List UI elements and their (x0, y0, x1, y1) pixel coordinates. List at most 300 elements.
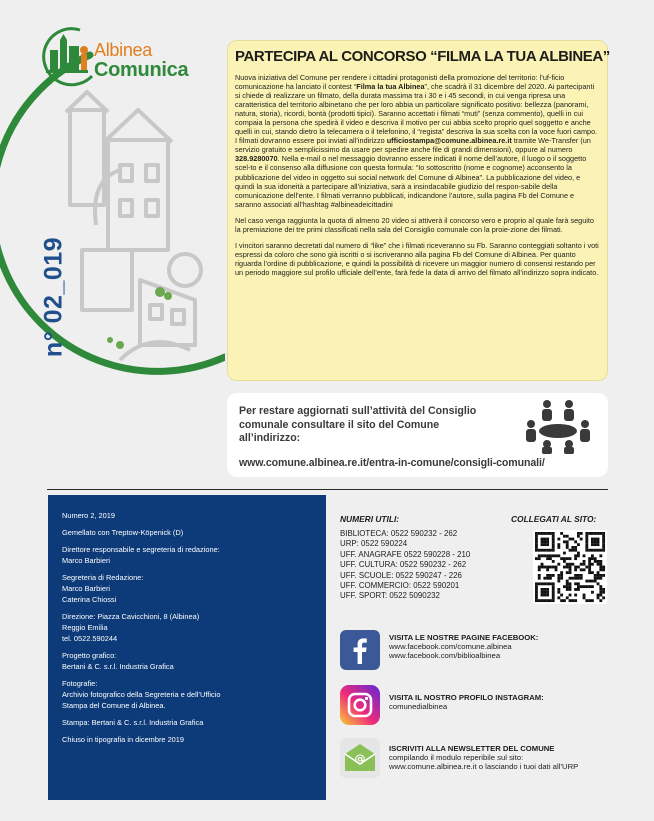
qr-module (549, 582, 552, 585)
qr-module (560, 599, 563, 602)
qr-module (560, 557, 563, 560)
credits-block (62, 734, 312, 745)
qr-module (535, 582, 538, 585)
qr-module (569, 585, 572, 588)
qr-module (602, 566, 605, 569)
credits-block (62, 572, 312, 605)
qr-module (585, 535, 588, 538)
qr-module (541, 543, 544, 546)
contest-title: PARTECIPA AL CONCORSO “FILMA LA TUA ALBINEA” (235, 48, 610, 65)
qr-module (535, 546, 538, 549)
qr-module (588, 549, 591, 552)
qr-module (591, 543, 594, 546)
qr-module (566, 563, 569, 566)
qr-module (591, 580, 594, 583)
qr-module (563, 557, 566, 560)
qr-module (557, 591, 560, 594)
section-divider (47, 489, 608, 490)
newsletter-title: ISCRIVITI ALLA NEWSLETTER DEL COMUNE (389, 744, 555, 753)
qr-module (597, 540, 600, 543)
logo-word-albinea: Albinea (94, 40, 152, 60)
qr-module (597, 594, 600, 597)
qr-module (588, 580, 591, 583)
qr-module (597, 571, 600, 574)
qr-module (557, 546, 560, 549)
meeting-icon (523, 398, 593, 454)
qr-module (569, 594, 572, 597)
qr-module (543, 591, 546, 594)
newsletter-row (340, 738, 630, 784)
qr-module (602, 543, 605, 546)
qr-module (546, 549, 549, 552)
qr-module (580, 532, 583, 535)
qr-module (552, 588, 555, 591)
qr-module (583, 594, 586, 597)
qr-module (571, 546, 574, 549)
qr-module (557, 596, 560, 599)
qr-module (552, 574, 555, 577)
qr-module (602, 538, 605, 541)
qr-module (560, 532, 563, 535)
qr-module (594, 540, 597, 543)
qr-module (577, 577, 580, 580)
contest-highlight: 328.9280070 (235, 154, 278, 164)
qr-module (543, 582, 546, 585)
credits-line: Archivio fotografico della Segreteria e dell’Ufficio (62, 690, 221, 699)
qr-module (557, 574, 560, 577)
qr-module (591, 549, 594, 552)
qr-module (577, 554, 580, 557)
qr-module (591, 591, 594, 594)
qr-module (599, 594, 602, 597)
qr-module (591, 532, 594, 535)
qr-module (577, 588, 580, 591)
qr-module (552, 538, 555, 541)
qr-module (538, 554, 541, 557)
issue-number: n° 02_019 (39, 236, 68, 358)
qr-module (552, 596, 555, 599)
qr-module (535, 549, 538, 552)
council-info-box (227, 393, 608, 477)
qr-module (577, 543, 580, 546)
qr-module (577, 566, 580, 569)
qr-module (563, 566, 566, 569)
qr-module (552, 566, 555, 569)
contest-text-run: tramite We-Transfer (un servizio gratuito e semplicissimo da usare per spedire anche file di grandi dimensioni), oppure al numero (235, 136, 591, 155)
qr-module (602, 546, 605, 549)
instagram-icon[interactable] (340, 685, 380, 725)
qr-module (549, 532, 552, 535)
qr-module (543, 599, 546, 602)
qr-module (541, 563, 544, 566)
qr-module (602, 549, 605, 552)
qr-module (588, 532, 591, 535)
qr-module (577, 585, 580, 588)
qr-module (541, 591, 544, 594)
qr-module (557, 588, 560, 591)
useful-number-line: BIBLIOTECA: 0522 590232 - 262 (340, 529, 458, 538)
logo-word-comunica: Comunica (94, 59, 189, 81)
qr-module (588, 599, 591, 602)
qr-module (580, 538, 583, 541)
qr-module (583, 585, 586, 588)
qr-module (594, 538, 597, 541)
facebook-icon[interactable] (340, 630, 380, 670)
qr-module (597, 577, 600, 580)
instagram-title: VISITA IL NOSTRO PROFILO INSTAGRAM: (389, 693, 544, 702)
qr-module (566, 596, 569, 599)
credits-line: Chiuso in tipografia in dicembre 2019 (62, 735, 185, 744)
qr-module (583, 554, 586, 557)
instagram-handle[interactable]: comunedialbinea (389, 701, 448, 711)
qr-module (569, 571, 572, 574)
qr-module (569, 568, 572, 571)
qr-module (541, 599, 544, 602)
qr-module (543, 588, 546, 591)
facebook-link-biblioteca[interactable]: www.facebook.com/biblioalbinea (389, 650, 501, 660)
qr-module (597, 532, 600, 535)
qr-module (552, 594, 555, 597)
qr-module (597, 563, 600, 566)
qr-module (552, 543, 555, 546)
qr-module (552, 585, 555, 588)
qr-module (602, 535, 605, 538)
qr-module (546, 538, 549, 541)
qr-module (588, 566, 591, 569)
qr-module (574, 582, 577, 585)
qr-module (574, 588, 577, 591)
qr-module (552, 599, 555, 602)
qr-module (588, 560, 591, 563)
qr-module (571, 563, 574, 566)
qr-module (571, 599, 574, 602)
qr-module (597, 543, 600, 546)
qr-module (585, 532, 588, 535)
qr-module (594, 549, 597, 552)
qr-module (549, 574, 552, 577)
qr-module (602, 532, 605, 535)
qr-module (538, 566, 541, 569)
qr-module (563, 560, 566, 563)
qr-module (552, 560, 555, 563)
contest-text-run: I filmati dovranno essere poi inviati all’indirizzo (235, 136, 387, 146)
qr-module (543, 540, 546, 543)
qr-module (535, 599, 538, 602)
qr-module (574, 568, 577, 571)
qr-module (599, 591, 602, 594)
qr-module (566, 566, 569, 569)
qr-module (543, 566, 546, 569)
qr-module (535, 588, 538, 591)
qr-module (599, 554, 602, 557)
qr-module (552, 540, 555, 543)
qr-module (546, 540, 549, 543)
qr-module (574, 546, 577, 549)
qr-module (552, 546, 555, 549)
qr-module (557, 563, 560, 566)
contest-box (227, 40, 608, 381)
qr-module (574, 574, 577, 577)
qr-module (599, 566, 602, 569)
qr-module (541, 588, 544, 591)
qr-module (546, 577, 549, 580)
qr-module (563, 552, 566, 555)
qr-module (557, 543, 560, 546)
qr-module (569, 599, 572, 602)
qr-module (549, 554, 552, 557)
qr-module (569, 538, 572, 541)
useful-numbers-title: NUMERI UTILI: (340, 514, 400, 524)
qr-module (597, 538, 600, 541)
qr-module (563, 599, 566, 602)
qr-module (588, 571, 591, 574)
albinea-comunica-logo (40, 22, 190, 92)
qr-module (552, 532, 555, 535)
contest-text-run: . (277, 154, 280, 164)
contest-text-run: Ai partecipanti si chiede di realizzare un filmato, della durata massima tra i 30 e i 45 secondi, in cui venga ripresa una caratteristica del territorio albinetano che per loro abbia un particolare significato positivo: bellezza (panorami, natura, storia), ricordi, bontà (prodotti tipici). (235, 82, 595, 119)
qr-module (546, 557, 549, 560)
qr-module (541, 549, 544, 552)
qr-module (538, 582, 541, 585)
qr-module (594, 577, 597, 580)
qr-module (560, 574, 563, 577)
qr-module (546, 532, 549, 535)
qr-module (566, 543, 569, 546)
qr-module (557, 538, 560, 541)
contest-highlight: ufficiostampa@comune.albinea.re.it (386, 136, 512, 146)
qr-module (591, 540, 594, 543)
qr-module (535, 532, 538, 535)
qr-module (543, 532, 546, 535)
credits-line: Marco Barbieri (62, 584, 111, 593)
qr-module (574, 594, 577, 597)
qr-module (597, 596, 600, 599)
qr-module (571, 577, 574, 580)
qr-module (549, 549, 552, 552)
qr-module (541, 532, 544, 535)
contest-paragraph-prize: Nel caso venga raggiunta la quota di almeno 20 video si attiverà il concorso vero e proprio al quale farà seguito la premiazione dei tre primi classificati nella sala del Consiglio comunale con la proie-zione dei filmati. (235, 215, 594, 234)
qr-module (546, 594, 549, 597)
qr-module (580, 568, 583, 571)
credits-line: Bertani & C. s.r.l. Industria Grafica (62, 662, 174, 671)
qr-module (602, 568, 605, 571)
qr-module (538, 577, 541, 580)
useful-number-line: UFF. CULTURA: 0522 590232 - 262 (340, 560, 467, 570)
credits-line: Gemellato con Treptow-Köpenick (D) (62, 528, 184, 537)
qr-module (560, 571, 563, 574)
qr-module (541, 540, 544, 543)
qr-module (557, 554, 560, 557)
qr-module (535, 591, 538, 594)
qr-module (574, 540, 577, 543)
newsletter-mail-icon[interactable] (340, 738, 380, 778)
credits-line: Stampa del Comune di Albinea. (62, 701, 166, 710)
credits-line: Direzione: Piazza Cavicchioni, 8 (Albinea) (62, 612, 200, 621)
qr-module (577, 532, 580, 535)
qr-module (569, 582, 572, 585)
useful-number-line: UFF. SPORT: 0522 5090232 (340, 591, 440, 601)
qr-module (552, 554, 555, 557)
qr-module (557, 577, 560, 580)
credits-line: Direttore responsabile e segreteria di redazione: (62, 545, 220, 554)
qr-module (560, 577, 563, 580)
council-info-text: Per restare aggiornati sull’attività del Consiglio comunale consultare il sito del Comune all’indirizzo: (239, 405, 477, 444)
qr-module (566, 585, 569, 588)
qr-module (541, 538, 544, 541)
qr-module (599, 588, 602, 591)
qr-module (599, 532, 602, 535)
qr-module (546, 582, 549, 585)
credits-block (62, 544, 312, 566)
qr-module (602, 591, 605, 594)
qr-module (597, 560, 600, 563)
credits-line: Caterina Chiossi (62, 595, 117, 604)
qr-module (599, 568, 602, 571)
qr-module (585, 543, 588, 546)
qr-module (566, 582, 569, 585)
contest-text-run: Nella e-mail o nel messaggio dovranno essere indicati il nome dell’autore, il luogo o il soggetto scel-to e il consenso alla diffusione con questa formula: “Io sottoscritto (nome e cognome) acconsento la pubblicazione del video in oggetto sui social network del Comune di Albinea”. La pubblicazione del video, e quindi la sua idoneità a partecipare all’iniziativa, sarà a insindacabile giudizio del respon-sabile della comunicazione dell’ente. I filmati verranno pubblicati, indicandone l’autore, sulla pagina Fb del Comune e saranno associati all’hashtag #albineadeicittadini (235, 154, 587, 209)
qr-module (543, 549, 546, 552)
qr-module (597, 549, 600, 552)
qr-module (585, 599, 588, 602)
qr-module (599, 577, 602, 580)
qr-module (583, 563, 586, 566)
qr-module (591, 585, 594, 588)
qr-module (585, 585, 588, 588)
qr-module (538, 557, 541, 560)
facebook-title: VISITA LE NOSTRE PAGINE FACEBOOK: (389, 633, 539, 642)
qr-module (597, 574, 600, 577)
qr-module (566, 580, 569, 583)
newsletter-line-2[interactable]: www.comune.albinea.re.it o lasciando i tuoi dati all’URP (389, 761, 579, 771)
qr-module (569, 557, 572, 560)
qr-module (602, 574, 605, 577)
qr-module (591, 563, 594, 566)
qr-module (588, 563, 591, 566)
qr-module (563, 585, 566, 588)
qr-module (543, 538, 546, 541)
contest-paragraph-intro (235, 73, 600, 209)
useful-number-line: URP: 0522 590224 (340, 539, 408, 549)
credits-line: Fotografie: (62, 679, 98, 688)
qr-module (571, 549, 574, 552)
useful-numbers (340, 514, 470, 602)
qr-module (538, 549, 541, 552)
qr-module (552, 549, 555, 552)
qr-module (535, 585, 538, 588)
useful-number-line: UFF. COMMERCIO: 0522 590201 (340, 581, 460, 591)
credits-line: Stampa: Bertani & C. s.r.l. Industria Grafica (62, 718, 204, 727)
credits-line: Reggio Emilia (62, 623, 108, 632)
qr-module (583, 596, 586, 599)
qr-module (588, 585, 591, 588)
qr-module (546, 599, 549, 602)
qr-title: COLLEGATI AL SITO: (511, 514, 597, 524)
qr-module (546, 543, 549, 546)
qr-module (549, 566, 552, 569)
qr-module (591, 599, 594, 602)
facebook-link-comune[interactable]: www.facebook.com/comune.albinea (389, 641, 512, 651)
council-link[interactable]: www.comune.albinea.re.it/entra-in-comune/consigli-comunali/ (239, 457, 545, 469)
qr-module (569, 588, 572, 591)
qr-module (546, 566, 549, 569)
qr-module (599, 563, 602, 566)
svg-text:@: @ (354, 752, 366, 765)
qr-module (543, 577, 546, 580)
useful-number-line: UFF. ANAGRAFE 0522 590228 - 210 (340, 549, 471, 559)
qr-module (563, 535, 566, 538)
qr-module (566, 588, 569, 591)
qr-module (546, 568, 549, 571)
credits-line: Segreteria di Redazione: (62, 573, 144, 582)
qr-module (566, 535, 569, 538)
facebook-row (340, 630, 630, 672)
contest-text-run: Nuova iniziativa del Comune per rendere i cittadini protagonisti della promozione del territorio: l’uf- (235, 73, 552, 82)
qr-module (569, 549, 572, 552)
qr-module (566, 546, 569, 549)
qr-module (563, 540, 566, 543)
qr-module (546, 588, 549, 591)
qr-module (543, 543, 546, 546)
qr-module (594, 543, 597, 546)
qr-module (541, 566, 544, 569)
qr-module (535, 535, 538, 538)
qr-module (549, 577, 552, 580)
contest-text-run: Saranno accettati i filmati “muti” (senza commento), quelli in cui compaia la persona che spedirà il video e descriva il motivo per cui abbia scelto proprio quel soggetto e anche quelli in cui, stando dietro la telecamera o il telefonino, il “regista” descriva la sua scelta con la voce fuori campo. (235, 109, 598, 137)
credits-panel (48, 495, 326, 800)
qr-module (594, 557, 597, 560)
contest-paragraph-winners: I vincitori saranno decretati dal numero di “like” che i filmati riceveranno su Fb. Saranno conteggiati soltanto i voti espressi da coloro che sono già iscritti o si iscriveranno alla pagina Fb del Comune di Albinea. Per quanto riguarda l’ordine di pubblicazione, e quindi la possibilità di ricevere un maggior numero di consensi restando per un periodo maggiore sul profilo ufficiale dell’ente, farà fede la data di arrivo del filmato all’indirizzo sopra indicato. (235, 240, 599, 277)
qr-module (549, 557, 552, 560)
qr-module (574, 557, 577, 560)
qr-module (585, 540, 588, 543)
credits-line: tel. 0522.590244 (62, 634, 118, 643)
qr-module (574, 599, 577, 602)
qr-module (535, 557, 538, 560)
qr-module (574, 577, 577, 580)
qr-module (557, 580, 560, 583)
qr-code[interactable] (533, 530, 607, 604)
qr-module (543, 554, 546, 557)
credits-line: Progetto grafico: (62, 651, 117, 660)
logo-town-icon (40, 26, 96, 88)
qr-module (599, 574, 602, 577)
qr-module (538, 532, 541, 535)
credits-block (62, 678, 312, 711)
qr-module (546, 591, 549, 594)
qr-module (555, 566, 558, 569)
qr-module (546, 554, 549, 557)
qr-module (569, 577, 572, 580)
qr-module (535, 594, 538, 597)
credits-line: Marco Barbieri (62, 556, 111, 565)
qr-module (594, 580, 597, 583)
qr-module (574, 566, 577, 569)
qr-module (538, 574, 541, 577)
qr-module (585, 546, 588, 549)
qr-module (585, 566, 588, 569)
qr-module (566, 540, 569, 543)
qr-module (602, 540, 605, 543)
qr-module (555, 554, 558, 557)
qr-module (602, 588, 605, 591)
qr-module (599, 585, 602, 588)
qr-module (574, 549, 577, 552)
qr-module (580, 574, 583, 577)
credits-block (62, 611, 312, 644)
qr-module (583, 560, 586, 563)
qr-module (577, 552, 580, 555)
